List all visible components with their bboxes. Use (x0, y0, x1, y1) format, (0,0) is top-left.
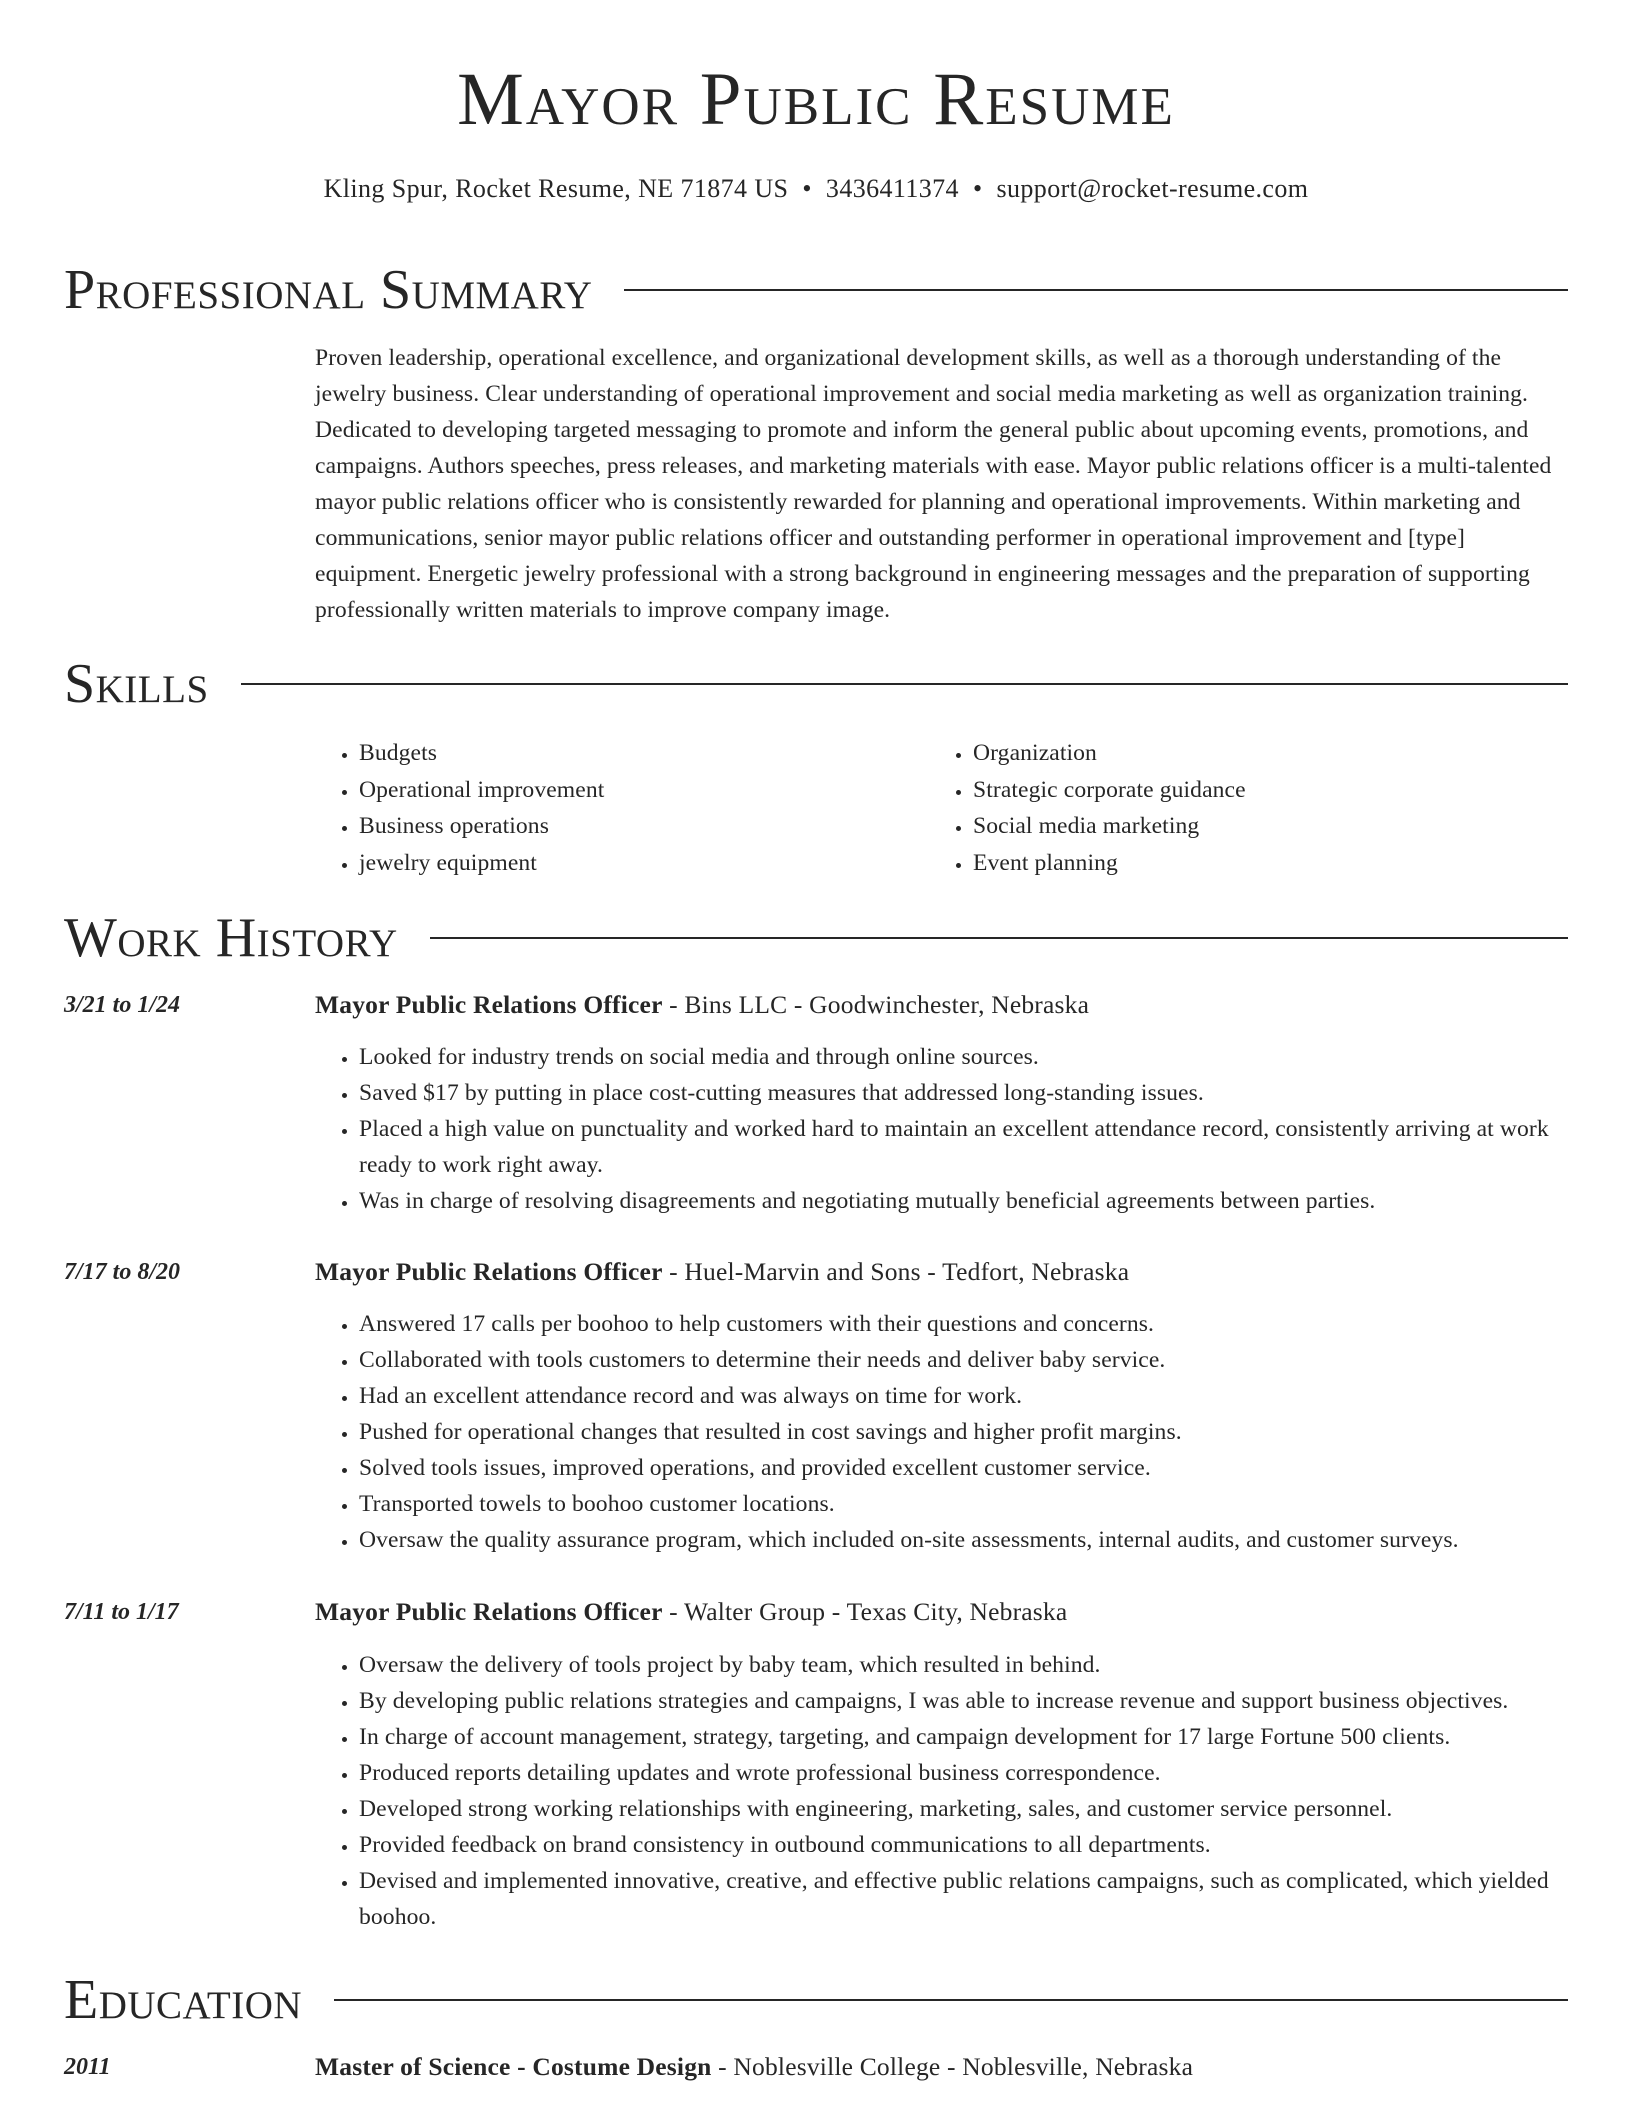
resume-name: Mayor Public Resume (457, 58, 1175, 141)
section-divider (334, 1999, 1568, 2001)
job-duties (315, 1039, 1568, 1219)
duty-item: • Transported towels to boohoo customer locations. (359, 1486, 1568, 1522)
duty-item: • Oversaw the quality assurance program, which included on-site assessments, internal audits, and customer surveys. (359, 1522, 1568, 1558)
duty-item: • Placed a high value on punctuality and worked hard to maintain an excellent attendance record, consistently arriving at work ready to work right away. (359, 1111, 1568, 1183)
duty-item: • In charge of account management, strategy, targeting, and campaign development for 17 large Fortune 500 clients. (359, 1719, 1568, 1755)
job-title: Mayor Public Relations Officer (315, 1597, 663, 1626)
education-heading: Education (64, 1969, 303, 2031)
education-entry (315, 2054, 1193, 2080)
duty-item: • Solved tools issues, improved operations, and provided excellent customer service. (359, 1450, 1568, 1486)
summary-text: Proven leadership, operational excellence, and organizational development skills, as well as a thorough understanding of the jewelry business. Clear understanding of operational improvement and social media marketing as well as organization training. Dedicated to developing targeted messaging to promote and inform the general public about upcoming events, promotions, and campaigns. Authors speeches, press releases, and marketing materials with ease. Mayor public relations officer is a multi-talented mayor public relations officer who is consistently rewarded for planning and operational improvements. Within marketing and communications, senior mayor public relations officer and outstanding performer in operational improvement and [type] equipment. Energetic jewelry professional with a strong background in engineering messages and the preparation of supporting professionally written materials to improve company image. (315, 345, 1552, 623)
skills-section-header (64, 653, 1568, 715)
job-employer: - Walter Group - Texas City, Nebraska (662, 1597, 1068, 1626)
education-school: - Noblesville College - Noblesville, Nebraska (711, 2052, 1194, 2081)
skills-list-left (315, 735, 915, 882)
job-dates: 3/21 to 1/24 (64, 992, 181, 1018)
duty-item: • Provided feedback on brand consistency in outbound communications to all departments. (359, 1827, 1568, 1863)
skill-item: • Strategic corporate guidance (973, 772, 1529, 809)
duty-item: • Developed strong working relationships with engineering, marketing, sales, and customer service personnel. (359, 1791, 1568, 1827)
duty-item: • Pushed for operational changes that resulted in cost savings and higher profit margins. (359, 1414, 1568, 1450)
contact-line (64, 176, 1568, 202)
education-year: 2011 (64, 2054, 111, 2080)
work-heading: Work History (64, 907, 398, 969)
skills-heading: Skills (64, 653, 209, 715)
education-section-header (64, 1969, 1568, 2031)
duty-item: • Produced reports detailing updates and wrote professional business correspondence. (359, 1755, 1568, 1791)
section-divider (624, 289, 1568, 291)
duty-item: • Was in charge of resolving disagreements and negotiating mutually beneficial agreements between parties. (359, 1183, 1568, 1219)
contact-phone: 3436411374 (825, 174, 959, 203)
contact-email: support@rocket-resume.com (996, 174, 1309, 203)
job-header (315, 992, 1089, 1018)
duty-item: • Saved $17 by putting in place cost-cutting measures that addressed long-standing issues. (359, 1075, 1568, 1111)
job-employer: - Bins LLC - Goodwinchester, Nebraska (662, 990, 1090, 1019)
skill-item: • Business operations (359, 808, 915, 845)
skill-item: • Operational improvement (359, 772, 915, 809)
duty-item: • Had an excellent attendance record and was always on time for work. (359, 1378, 1568, 1414)
duty-item: • Looked for industry trends on social media and through online sources. (359, 1039, 1568, 1075)
summary-heading: Professional Summary (64, 259, 593, 321)
job-header (315, 1599, 1067, 1625)
summary-section-header (64, 259, 1568, 321)
skills-list-right (929, 735, 1529, 882)
duty-item: • Oversaw the delivery of tools project by baby team, which resulted in behind. (359, 1647, 1568, 1683)
separator-dot: • (802, 174, 812, 203)
job-title: Mayor Public Relations Officer (315, 1257, 663, 1286)
contact-address: Kling Spur, Rocket Resume, NE 71874 US (323, 174, 789, 203)
job-header (315, 1259, 1129, 1285)
skills-column-left (315, 735, 915, 882)
job-employer: - Huel-Marvin and Sons - Tedfort, Nebraska (662, 1257, 1130, 1286)
skill-item: • Social media marketing (973, 808, 1529, 845)
duty-item: • Answered 17 calls per boohoo to help customers with their questions and concerns. (359, 1306, 1568, 1342)
section-divider (430, 937, 1568, 939)
job-dates: 7/11 to 1/17 (64, 1599, 179, 1625)
job-dates: 7/17 to 8/20 (64, 1259, 181, 1285)
skill-item: • Budgets (359, 735, 915, 772)
duty-item: • By developing public relations strategies and campaigns, I was able to increase revenue and support business objectives. (359, 1683, 1568, 1719)
job-title: Mayor Public Relations Officer (315, 990, 663, 1019)
duty-item: • Collaborated with tools customers to determine their needs and deliver baby service. (359, 1342, 1568, 1378)
work-section-header (64, 907, 1568, 969)
section-divider (241, 683, 1568, 685)
skills-column-right (929, 735, 1529, 882)
separator-dot: • (972, 174, 983, 203)
skill-item: • Event planning (973, 845, 1529, 882)
job-duties (315, 1647, 1568, 1935)
duty-item: • Devised and implemented innovative, creative, and effective public relations campaigns, such as complicated, which yielded boohoo. (359, 1863, 1568, 1935)
job-duties (315, 1306, 1568, 1558)
skill-item: • jewelry equipment (359, 845, 915, 882)
skill-item: • Organization (973, 735, 1529, 772)
education-degree: Master of Science - Costume Design (315, 2052, 712, 2081)
